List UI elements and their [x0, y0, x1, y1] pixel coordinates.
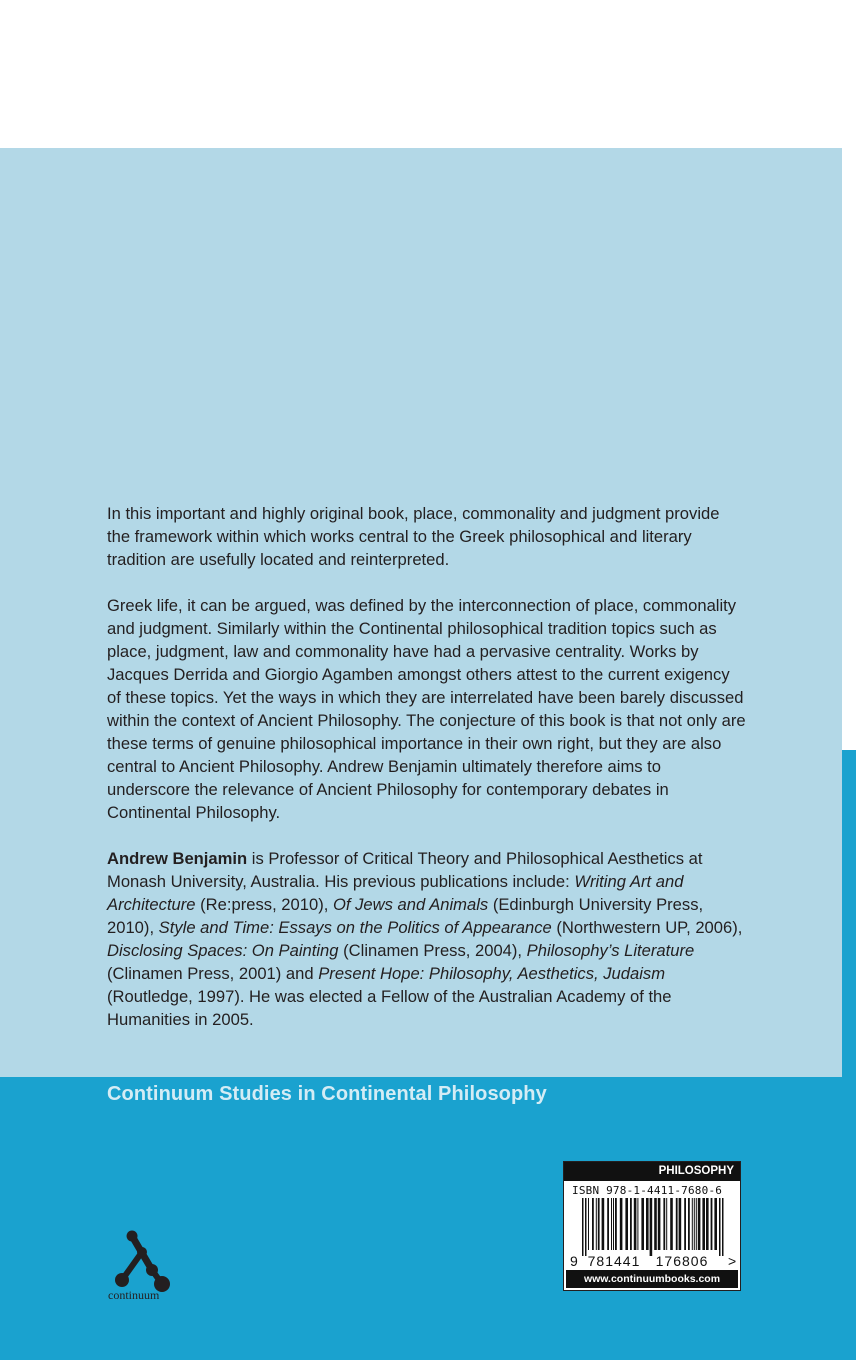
barcode-bar [702, 1198, 705, 1250]
top-margin [0, 0, 856, 148]
author-name: Andrew Benjamin [107, 849, 248, 868]
barcode-bar [722, 1198, 724, 1256]
book-title: Of Jews and Animals [332, 895, 489, 914]
barcode-bar [637, 1198, 638, 1250]
barcode-bar [620, 1198, 623, 1250]
barcode-bar [694, 1198, 695, 1250]
barcode-bar [598, 1198, 600, 1250]
barcode-bar [684, 1198, 686, 1250]
book-title: Writing Art and Architecture [107, 872, 684, 914]
bio-text: (Northwestern UP, 2006), [551, 918, 743, 937]
bio-text: (Edinburgh University Press, 2010), [107, 895, 704, 937]
barcode-bar [602, 1198, 605, 1250]
barcode-graphic [564, 1198, 740, 1270]
barcode-bar [634, 1198, 637, 1250]
barcode-digits-group2: 176806 [655, 1253, 709, 1269]
barcode-bar [714, 1198, 717, 1250]
barcode-bar [592, 1198, 594, 1250]
isbn-text: ISBN 978-1-4411-7680-6 [572, 1184, 723, 1197]
barcode-bar [698, 1198, 701, 1250]
barcode-bar [658, 1198, 661, 1250]
publisher-website: www.continuumbooks.com [566, 1270, 738, 1288]
barcode-bar [625, 1198, 628, 1250]
barcode-bar [646, 1198, 649, 1250]
right-edge-blue [842, 750, 856, 1077]
barcode-bar [679, 1198, 682, 1250]
barcode-category: PHILOSOPHY [564, 1162, 740, 1181]
barcode-bar [607, 1198, 609, 1250]
barcode-bar [615, 1198, 617, 1250]
bio-text: (Routledge, 1997). He was elected a Fellow of the Australian Academy of the Humanities in 2005. [107, 987, 672, 1029]
barcode-bar [711, 1198, 713, 1250]
barcode-bar [641, 1198, 644, 1250]
barcode-bar [692, 1198, 693, 1250]
back-cover-text [107, 502, 747, 1031]
description-paragraph-2: Greek life, it can be argued, was defined by the interconnection of place, commonality and judgment. Similarly within the Continental philosophical tradition topics such as place, judgment, law and commonality have had a pervasive centrality. Works by Jacques Derrida and Giorgio Agamben amongst others attest to the current exigency of these topics. Yet the ways in which they are interrelated have been barely discussed within the context of Ancient Philosophy. The conjecture of this book is that not only are these terms of genuine philosophical importance in their own right, but they are also central to Ancient Philosophy. Andrew Benjamin ultimately therefore aims to underscore the relevance of Ancient Philosophy for contemporary debates in Continental Philosophy. [107, 596, 746, 822]
author-bio [107, 847, 747, 1031]
series-title: Continuum Studies in Continental Philosophy [107, 1083, 547, 1105]
barcode-bar [663, 1198, 665, 1250]
barcode-bar [588, 1198, 589, 1250]
barcode-bar [688, 1198, 690, 1250]
barcode-bar [670, 1198, 673, 1250]
barcode-bar [696, 1198, 697, 1250]
bio-text: (Re:press, 2010), [195, 895, 333, 914]
publisher-name: continuum [108, 1288, 160, 1302]
barcode-bar [676, 1198, 678, 1250]
book-title: Philosophy’s Literature [526, 941, 695, 960]
barcode-digit-first: 9 [570, 1253, 578, 1269]
barcode-bar [613, 1198, 614, 1250]
barcode-digit-end: > [728, 1253, 737, 1269]
barcode-bar [630, 1198, 632, 1250]
barcode-bar [654, 1198, 657, 1250]
book-title: Disclosing Spaces: On Painting [107, 941, 339, 960]
barcode-bar [719, 1198, 721, 1256]
bio-text: is Professor of Critical Theory and Philosophical Aesthetics at Monash University, Australia. His previous publications include: [107, 849, 703, 891]
bio-text: (Clinamen Press, 2001) and [107, 964, 319, 983]
barcode-bar [596, 1198, 597, 1250]
barcode-bar [611, 1198, 612, 1250]
barcode-bar [706, 1198, 709, 1250]
barcode-bar [650, 1198, 653, 1256]
barcode-bar [582, 1198, 584, 1256]
bio-text: (Clinamen Press, 2004), [338, 941, 527, 960]
barcode-digits-group1: 781441 [587, 1253, 641, 1269]
right-edge-white [842, 148, 856, 750]
barcode-bar [585, 1198, 587, 1256]
book-title: Present Hope: Philosophy, Aesthetics, Judaism [318, 964, 666, 983]
description-paragraph-1: In this important and highly original book, place, commonality and judgment provide the framework within which works central to the Greek philosophical and literary tradition are usefully located and reinterpreted. [107, 504, 720, 569]
barcode-bar [666, 1198, 667, 1250]
book-title: Style and Time: Essays on the Politics of Appearance [158, 918, 552, 937]
barcode-label [563, 1161, 741, 1291]
